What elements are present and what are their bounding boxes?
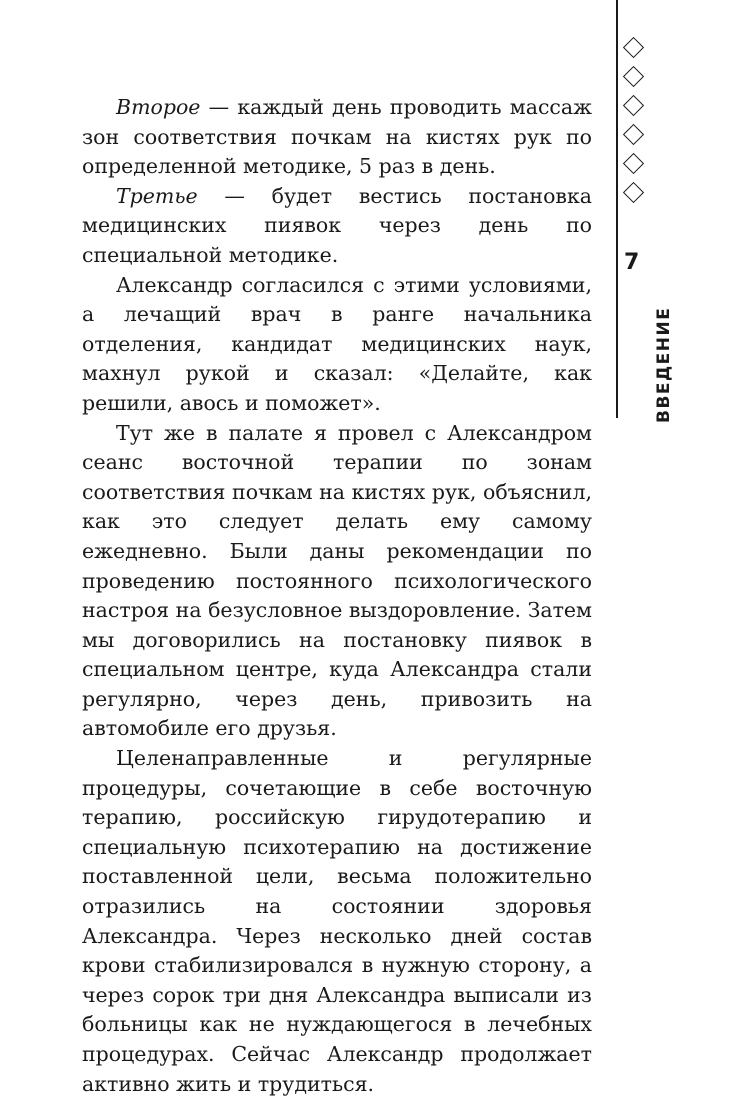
- paragraph: [82, 93, 592, 182]
- diamond-icon: [623, 124, 644, 145]
- paragraph: Александр согласился с этими условиями, а лечащий врач в ранге начальника отделения, кандидат медицинских наук, махнул рукой и сказал: «Делайте, как решили, авось и поможет».: [82, 272, 592, 415]
- paragraph-lead: Третье: [116, 183, 198, 208]
- section-title: ВВЕДЕНИЕ: [654, 306, 674, 423]
- paragraph: Целенаправленные и регулярные процедуры, сочетающие в себе восточную терапию, российскую гирудотерапию и специальную психотерапию на достижение поставленной цели, весьма положительно отразились на состоянии здоровья Александра. Через несколько дней состав крови стабилизировался в нужную сторону, а через сорок три дня Александра выписали из больницы как не нуждающегося в лечебных процедурах. Сейчас Александр продолжает активно жить и трудиться.: [82, 746, 592, 1096]
- paragraph-lead: Второе: [116, 95, 201, 119]
- diamond-icon: [623, 37, 644, 58]
- diamond-icon: [623, 153, 644, 174]
- paragraph-text: — каждый день проводить массаж зон соответствия почкам на кистях рук по определенной методике, 5 раз в день.: [82, 95, 592, 179]
- diamond-icon: [623, 182, 644, 203]
- body-text: [82, 93, 592, 1099]
- paragraph: [82, 182, 592, 271]
- paragraph: Тут же в палате я провел с Александром сеанс восточной терапии по зонам соответствия почкам на кистях рук, объяснил, как это следует делать ему самому ежедневно. Были даны рекомендации по проведению постоянного психологического настроя на безусловное выздоровление. Затем мы договорились на постановку пиявок в специальном центре, куда Александра стали регулярно, через день, привозить на автомобиле его друзья.: [82, 420, 592, 741]
- paragraph-text: — будет вестись постановка медицинских пиявок через день по специальной методике.: [82, 183, 592, 267]
- diamond-ornament: [619, 36, 647, 216]
- diamond-icon: [623, 66, 644, 87]
- page-number: 7: [624, 250, 640, 275]
- diamond-icon: [623, 95, 644, 116]
- margin-rule: [616, 0, 618, 418]
